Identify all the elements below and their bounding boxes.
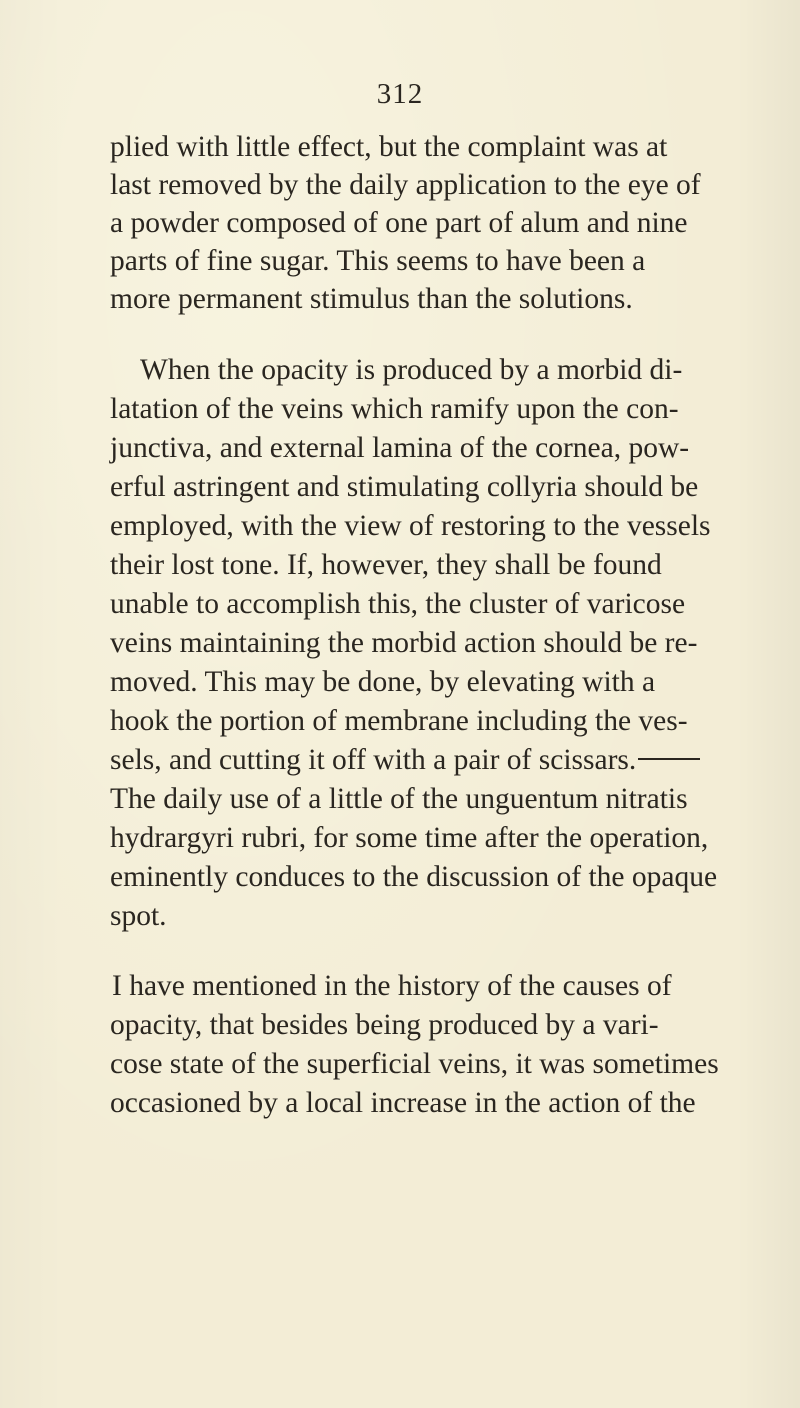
text-line: junctiva, and external lamina of the cornea, pow- (110, 432, 690, 464)
text-line: opacity, that besides being produced by a vari- (110, 1009, 659, 1041)
text-line: hook the portion of membrane including the ves- (110, 705, 688, 737)
text-line: unable to accomplish this, the cluster of varicose (110, 588, 686, 620)
text-line: plied with little effect, but the complaint was at (110, 131, 668, 163)
text-line: hydrargyri rubri, for some time after the operation, (110, 822, 709, 854)
text-line: spot. (110, 900, 167, 932)
text-line: latation of the veins which ramify upon the con- (110, 393, 679, 425)
text-line: erful astringent and stimulating collyria should be (110, 471, 699, 503)
text-line: The daily use of a little of the unguentum nitratis (110, 783, 688, 815)
text-line-with-rule (110, 742, 700, 778)
text-line: their lost tone. If, however, they shall be found (110, 549, 662, 581)
text-line: employed, with the view of restoring to the vessels (110, 510, 711, 542)
text-line: a powder composed of one part of alum and nine (110, 207, 688, 239)
text-line: I have mentioned in the history of the causes of (112, 970, 672, 1002)
text-line: cose state of the superficial veins, it was sometimes (110, 1048, 719, 1080)
text-line: more permanent stimulus than the solutions. (110, 283, 633, 315)
text-segment: sels, and cutting it off with a pair of scissars. (110, 744, 637, 776)
em-rule (638, 758, 700, 760)
text-line: parts of fine sugar. This seems to have been a (110, 245, 646, 277)
page-number: 312 (376, 78, 424, 110)
text-line: When the opacity is produced by a morbid di- (140, 354, 683, 386)
text-line: occasioned by a local increase in the action of the (110, 1087, 696, 1119)
text-line: eminently conduces to the discussion of the opaque (110, 861, 718, 893)
text-line: last removed by the daily application to the eye of (110, 169, 701, 201)
text-line: veins maintaining the morbid action should be re- (110, 627, 698, 659)
text-line: moved. This may be done, by elevating with a (110, 666, 656, 698)
